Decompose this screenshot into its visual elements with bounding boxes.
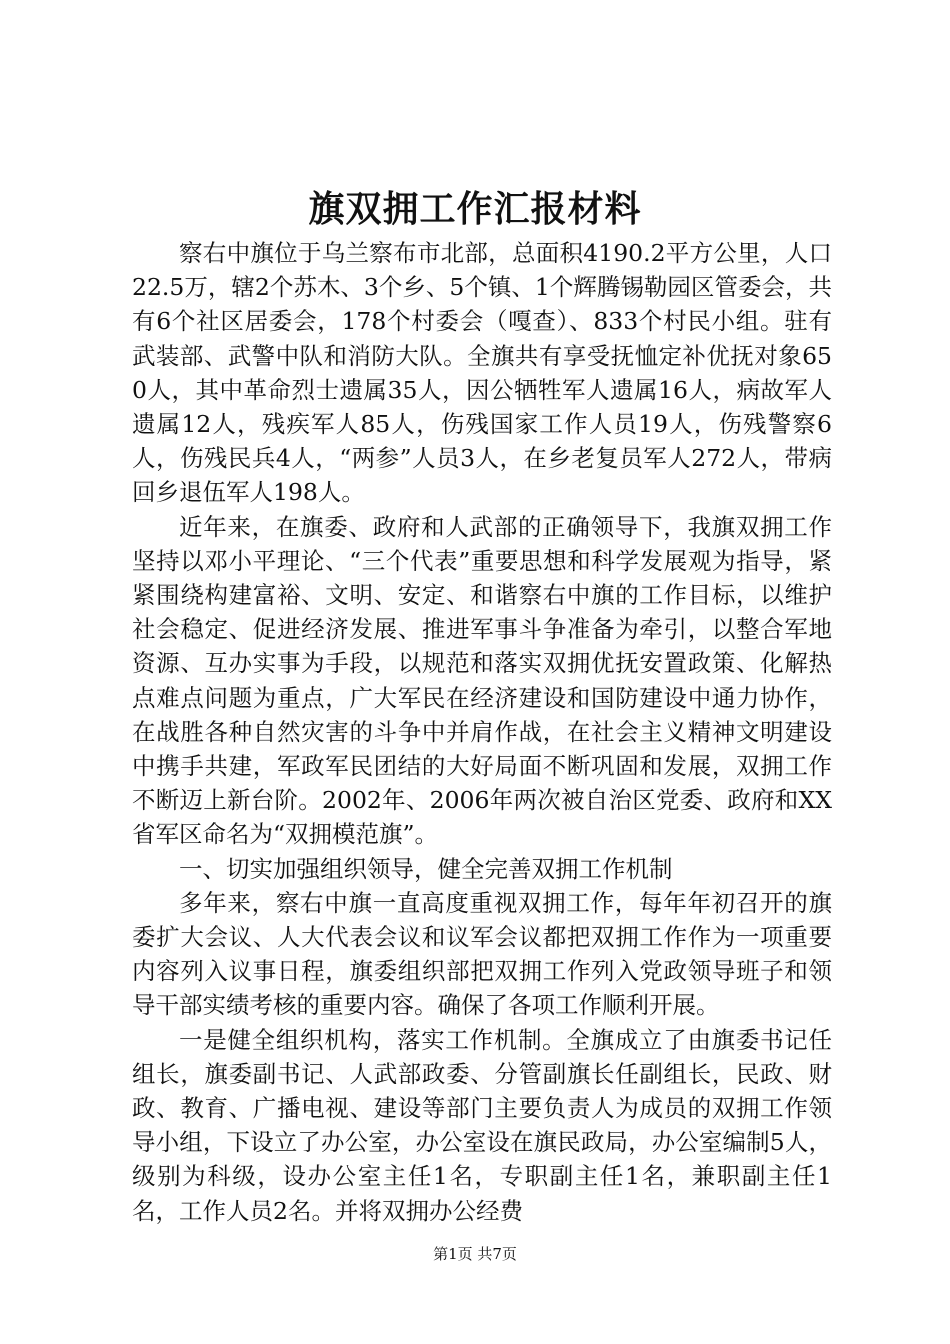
page-title: 旗双拥工作汇报材料	[308, 188, 642, 230]
section-heading-1: 一、切实加强组织领导，健全完善双拥工作机制	[179, 854, 673, 883]
page-number-footer: 第1页 共7页	[433, 1245, 517, 1263]
paragraph-organization: 一是健全组织机构，落实工作机制。全旗成立了由旗委书记任组长，旗委副书记、人武部政委、分管副旗长任副组长，民政、财政、教育、广播电视、建设等部门主要负责人为成员的双拥工作领导小组，下设立了办公室，办公室设在旗民政局，办公室编制5人，级别为科级，设办公室主任1名，专职副主任1名，兼职副主任1名，工作人员2名。并将双拥办公经费	[132, 1025, 832, 1225]
paragraph-leadership: 多年来，察右中旗一直高度重视双拥工作，每年年初召开的旗委扩大会议、人大代表会议和议军会议都把双拥工作作为一项重要内容列入议事日程，旗委组织部把双拥工作列入党政领导班子和领导干部实绩考核的重要内容。确保了各项工作顺利开展。	[132, 888, 832, 1020]
document-body	[132, 236, 832, 1228]
paragraph-recent-years: 近年来，在旗委、政府和人武部的正确领导下，我旗双拥工作坚持以邓小平理论、“三个代表”重要思想和科学发展观为指导，紧紧围绕构建富裕、文明、安定、和谐察右中旗的工作目标，以维护社会稳定、促进经济发展、推进军事斗争准备为牵引，以整合军地资源、互办实事为手段，以规范和落实双拥优抚安置政策、化解热点难点问题为重点，广大军民在经济建设和国防建设中通力协作，在战胜各种自然灾害的斗争中并肩作战，在社会主义精神文明建设中携手共建，军政军民团结的大好局面不断巩固和发展，双拥工作不断迈上新台阶。2002年、2006年两次被自治区党委、政府和XX省军区命名为“双拥模范旗”。	[132, 512, 832, 849]
paragraph-overview: 察右中旗位于乌兰察布市北部，总面积4190.2平方公里，人口22.5万，辖2个苏木、3个乡、5个镇、1个辉腾锡勒园区管委会，共有6个社区居委会，178个村委会（嘎查）、833个村民小组。驻有武装部、武警中队和消防大队。全旗共有享受抚恤定补优抚对象650人，其中革命烈士遗属35人，因公牺牲军人遗属16人，病故军人遗属12人，残疾军人85人，伤残国家工作人员19人，伤残警察6人，伤残民兵4人，“两参”人员3人，在乡老复员军人272人，带病回乡退伍军人198人。	[132, 239, 832, 507]
